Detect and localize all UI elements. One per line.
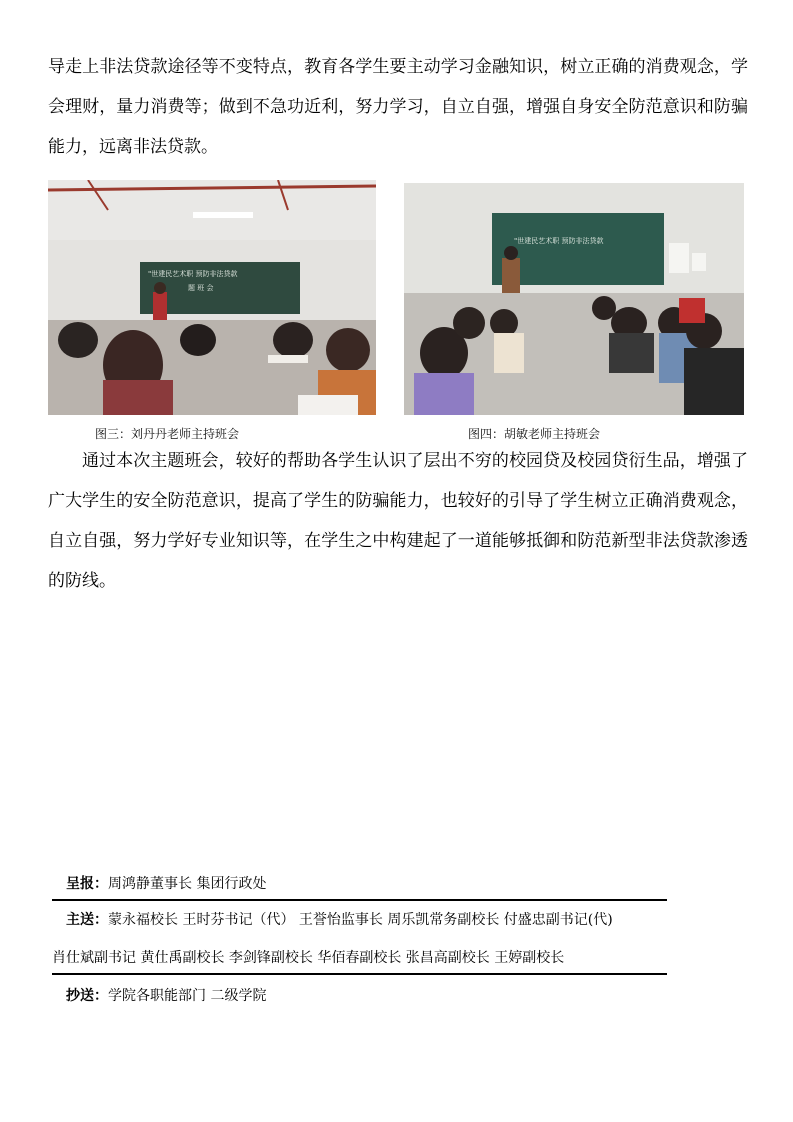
submit-label: 呈报：: [66, 876, 108, 892]
class-meeting-photo-right: [404, 183, 744, 415]
submit-recipients: 周鸿静董事长 集团行政处: [108, 876, 267, 892]
body-paragraph-top: 导走上非法贷款途径等不变特点，教育各学生要主动学习金融知识，树立正确的消费观念，学会理财，量力消费等；做到不急功近利，努力学习，自立自强，增强自身安全防范意识和防骗能力，远离非法贷款。: [48, 57, 748, 157]
board-text-right-1: "世建民艺术职 预防非法贷款: [514, 237, 604, 245]
board-text-left-1: "世建民艺术职 预防非法贷款: [148, 270, 238, 278]
send-label: 主送：: [66, 912, 108, 928]
divider-rule: [52, 973, 667, 975]
send-to-line-2: [52, 948, 564, 968]
send-recipients-1: 蒙永福校长 王时芬书记（代） 王誉怡监事长 周乐凯常务副校长 付盛忠副书记(代): [108, 912, 613, 928]
divider-rule: [52, 899, 667, 901]
send-to-line: [66, 910, 613, 930]
submit-to-line: [66, 874, 266, 894]
copy-recipients: 学院各职能部门 二级学院: [108, 988, 267, 1004]
body-paragraph-bottom: 通过本次主题班会，较好的帮助各学生认识了层出不穷的校园贷及校园贷衍生品，增强了广大学生的安全防范意识，提高了学生的防骗能力，也较好的引导了学生树立正确消费观念，自立自强，努力学好专业知识等，在学生之中构建起了一道能够抵御和防范新型非法贷款渗透的防线。: [48, 451, 748, 591]
caption-photo-right: 图四：胡敏老师主持班会: [468, 427, 601, 441]
copy-label: 抄送：: [66, 988, 108, 1004]
send-recipients-2: 肖仕斌副书记 黄仕禹副校长 李剑锋副校长 华佰春副校长 张昌高副校长 王婷副校长: [52, 950, 565, 966]
class-meeting-photo-left: [48, 180, 376, 415]
copy-to-line: [66, 986, 266, 1006]
board-text-left-2: 题 班 会: [188, 284, 214, 292]
caption-photo-left: 图三：刘丹丹老师主持班会: [95, 427, 240, 441]
